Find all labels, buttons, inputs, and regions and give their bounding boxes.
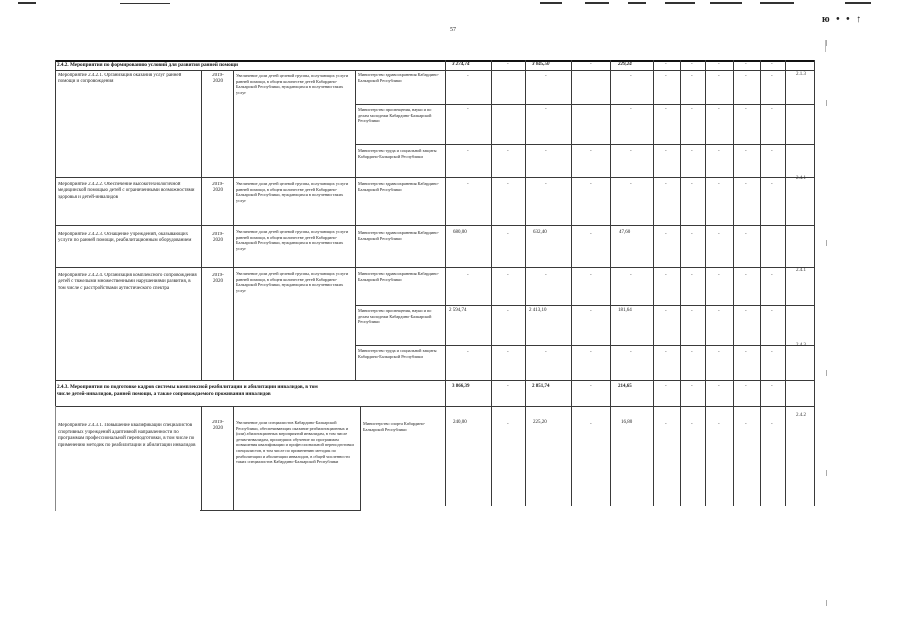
section-value: 3 045,50 xyxy=(532,62,550,67)
scan-mark xyxy=(120,3,170,4)
margin-mark xyxy=(825,40,826,52)
measure-years: 2019- 2020 xyxy=(212,73,224,85)
measure-name: Мероприятие 2.4.2.2. Обеспечение высокотехнологичной медицинской помощью детей с ограниченными возможностями здоровья и детей-инвалидов xyxy=(58,182,195,200)
section-title: 2.4.3. Мероприятия по подготовке кадров системы комплексной реабилитации и абилитации инвалидов, в том числе детей-инвалидов, ранней помощи, а также сопровождаемого проживания инвалидов xyxy=(57,384,318,397)
scan-edge xyxy=(0,0,905,10)
measure-years: 2019- 2020 xyxy=(212,273,224,285)
measure-years: 2019- 2020 xyxy=(212,182,224,194)
executor: Министерство просвещения, науки и по делам молодежи Кабардино-Балкарской Республики xyxy=(358,308,432,325)
section-title: 2.4.2. Мероприятия по формированию условий для развития ранней помощи xyxy=(57,62,239,68)
measure-years: 2019- 2020 xyxy=(212,232,224,244)
section-total: 3 274,74 xyxy=(452,62,470,67)
measure-name: Мероприятие 2.4.3.1. Повышение квалификации специалистов спортивных учреждений адаптивной направленности по программам профессиональной переподготовки, в том числе по применению методик по реабилитации и абилитации инвалидов xyxy=(58,423,196,448)
scan-mark xyxy=(760,2,794,4)
measure-name: Мероприятие 2.4.2.4. Организация комплексного сопровождения детей с тяжелыми множественными нарушениями развития, в том числе с расстройствами аутистического спектра xyxy=(58,273,197,291)
indicator-ref: 2.4.1 xyxy=(796,176,806,181)
scan-mark xyxy=(845,2,871,4)
page-number: 57 xyxy=(450,27,456,33)
indicator-ref: 2.1.3 xyxy=(796,72,806,77)
section-value: 214,65 xyxy=(618,384,632,389)
section-value: 2 851,74 xyxy=(532,384,550,389)
executor: Министерство здравоохранения Кабардино-Балкарской Республики xyxy=(358,271,439,282)
section-value: 229,24 xyxy=(618,62,632,67)
measure-name: Мероприятие 2.4.2.1. Организация оказания услуг ранней помощи и сопровождения xyxy=(58,73,182,85)
measure-name: Мероприятие 2.4.2.3. Оснащение учреждений, оказывающих услуги по ранней помощи, реабилитационным оборудованием xyxy=(58,232,192,244)
section-value: - xyxy=(507,62,509,67)
measure-indicator: Увеличение доли детей целевой группы, получающих услуги ранней помощи, в общем количестве детей Кабардино-Балкарской Республики, нуждающихся в получении таких услуг xyxy=(236,271,349,293)
executor: Министерство труда и социальной защиты Кабардино-Балкарской Республики xyxy=(358,148,437,159)
scan-mark xyxy=(585,2,609,4)
scan-mark xyxy=(540,2,562,4)
indicator-ref: 2.4.2 xyxy=(796,413,806,418)
executor: Министерство здравоохранения Кабардино-Балкарской Республики xyxy=(358,72,439,83)
indicator-ref: 2.4.1 xyxy=(796,268,806,273)
scan-mark xyxy=(628,2,646,4)
executor: Министерство труда и социальной защиты Кабардино-Балкарской Республики xyxy=(358,348,437,359)
measure-indicator: Увеличение доли специалистов Кабардино-Балкарской Республики, обеспечивающих оказание реабилитационных и (или) абилитационных мероприятий инвалидам, в том числе детям-инвалидам, прошедших обучение по программам повышения квалификации и профессиональной переподготовки специалистов, в том числе по применению методик по реабилитации и абилитации инвалидов, в общей численности таких специалистов Кабардино-Балкарской Республики xyxy=(236,420,354,465)
measure-indicator: Увеличение доли детей целевой группы, получающих услуги ранней помощи, в общем количестве детей Кабардино-Балкарской Республики, нуждающихся в получении таких услуг xyxy=(236,181,349,203)
budget-table: 2.4.2. Мероприятия по формированию условий для развития ранней помощи 3 274,74 - 3 045,50 - 229,24 - - - - - Мероприятие 2.4.2.1. Организация оказания услуг ранней помощи и сопровождения 2019- 2020 Увеличение доли детей целевой группы, получающих услуги ранней помощи, в общем количестве детей Кабардино-Балкарской Республики, нуждающихся в получении таких услуг 2.1.3 Министерство здравоохранения Кабардино-Балкарской Республики - - - - - - - - Министерство просвещения, науки и по делам молодежи Кабардино-Балкарской Республики - - - - - - - - Министерство труда и социальной защиты Кабардино-Балкарской Республики - - - - - - - - - - Мероприятие 2.4.2.2. Обеспечение высокотехнологичной медицинской помощью детей с ограниченными возможностями здоровья и детей-инвалидов 2019- 2020 Увеличение доли детей целевой группы, получающих услуги ранней помощи, в общем количестве детей Кабардино-Балкарской Республики, нуждающихся в получении таких услуг 2.4.1 Министерство здравоохранения Кабардино-Балкарской Республики - - - - - - - - - - Мероприятие 2.4.2.3. Оснащение учреждений, оказывающих услуги по ранней помощи, реабилитационным оборудованием 2019- 2020 Увеличение доли детей целевой группы, получающих услуги ранней помощи, в общем количестве детей Кабардино-Балкарской Республики, нуждающихся в получении таких услуг Министерство здравоохранения Кабардино-Балкарской Республики 680,00 632,40 47,60 - - - - - - Мероприятие 2.4.2.4. Организация комплексного сопровождения детей с тяжелыми множественными нарушениями развития, в том числе с расстройствами аутистического спектра 2019- 2020 Увеличение доли детей целевой группы, получающих услуги ранней помощи, в общем количестве детей Кабардино-Балкарской Республики, нуждающихся в получении таких услуг 2.4.1 2.4.3 Министерство здравоохранения Кабардино-Балкарской Республики - - - - - - - - - - Министерство просвещения, науки и по делам молодежи Кабардино-Балкарской Республики 2 594,74 2 413,10 181,64 - - - - - - - Министерство труда и социальной защиты Кабардино-Балкарской Республики - - - - - - - - - - 2.4.3. Мероприятия по подготовке кадров системы комплексной реабилитации и абилитации инвалидов, в том числе детей-инвалидов, ранней помощи, а также сопровождаемого проживания инвалидов 3 866,39 - 2 851,74 - 214,65 - - - - - Мероприятие 2.4.3.1. Повышение квалификации специалистов спортивных учреждений адаптивной направленности по программам профессиональной переподготовки, в том числе по применению методик по реабилитации и абилитации инвалидов 2019- 2020 Увеличение доли специалистов Кабардино-Балкарской Республики, обеспечивающих оказание реабилитационных и (или) абилитационных мероприятий инвалидам, в том числе детям-инвалидам, прошедших обучение по программам повышения квалификации и профессиональной переподготовки специалистов, в том числе по применению методик по реабилитации и абилитации инвалидов, в общей численности таких специалистов Кабардино-Балкарской Республики 2.4.2 Министерство спорта Кабардино-Балкарской Республики 240,00 225,20 16,80 - - - - - - - xyxy=(55,60,815,520)
executor: Министерство спорта Кабардино-Балкарской Республики xyxy=(363,421,426,432)
scan-mark xyxy=(710,2,742,4)
executor: Министерство просвещения, науки и по делам молодежи Кабардино-Балкарской Республики xyxy=(358,107,432,124)
scan-mark xyxy=(18,2,36,4)
scan-mark xyxy=(665,2,695,4)
right-margin-ticks xyxy=(826,40,827,640)
archive-stamp: ю • • ↑ xyxy=(822,14,864,25)
section-value: - xyxy=(590,62,592,67)
section-total: 3 866,39 xyxy=(452,384,470,389)
executor: Министерство здравоохранения Кабардино-Балкарской Республики xyxy=(358,230,439,241)
measure-years: 2019- 2020 xyxy=(212,420,224,432)
measure-indicator: Увеличение доли детей целевой группы, получающих услуги ранней помощи, в общем количестве детей Кабардино-Балкарской Республики, нуждающихся в получении таких услуг xyxy=(236,229,349,251)
executor: Министерство здравоохранения Кабардино-Балкарской Республики xyxy=(358,181,439,192)
measure-indicator: Увеличение доли детей целевой группы, получающих услуги ранней помощи, в общем количестве детей Кабардино-Балкарской Республики, нуждающихся в получении таких услуг xyxy=(236,73,349,95)
indicator-ref: 2.4.3 xyxy=(796,343,806,348)
